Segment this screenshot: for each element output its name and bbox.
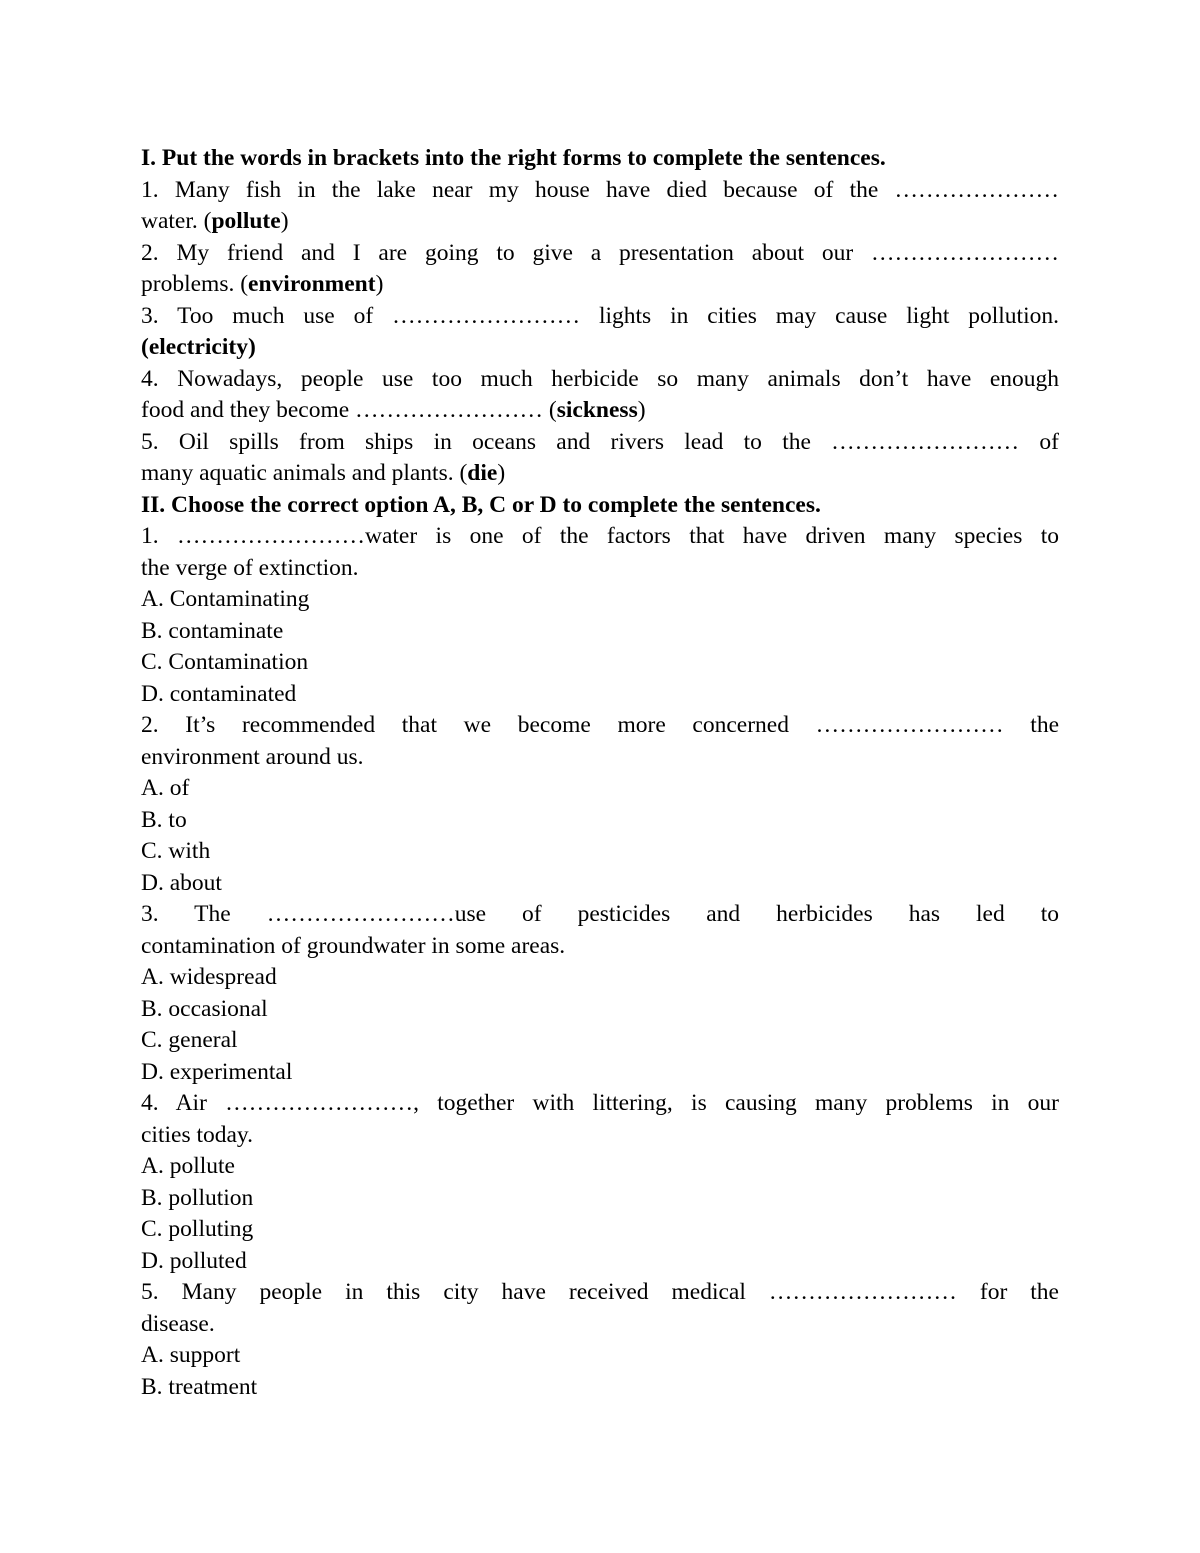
item-text: food and they become …………………… (	[141, 397, 557, 423]
item-text-line: 5. Oil spills from ships in oceans and rivers lead to the …………………… of	[141, 428, 1059, 455]
bracket-word: sickness	[556, 397, 638, 423]
section-2-question-4	[141, 1088, 1059, 1277]
answer-option: C. with	[141, 838, 211, 864]
section-2-question-1	[141, 521, 1059, 710]
item-text-line	[141, 332, 1059, 364]
question-text-line: the verge of extinction.	[141, 554, 359, 581]
answer-option: B. pollution	[141, 1184, 254, 1211]
item-text: water. (	[141, 208, 212, 234]
item-text-line: 2. My friend and I are going to give a presentation about our ……………………	[141, 239, 1059, 266]
item-text-line	[141, 395, 1059, 427]
answer-option: D. polluted	[141, 1247, 247, 1274]
question-text-line: 4. Air ……………………, together with littering, is causing many problems in our	[141, 1090, 1059, 1116]
item-text: )	[637, 397, 646, 423]
bracket-word: die	[467, 460, 498, 486]
answer-option: D. contaminated	[141, 680, 297, 707]
section-1-item-3	[141, 301, 1059, 364]
answer-option: A. pollute	[141, 1153, 235, 1179]
answer-option: A. Contaminating	[141, 586, 310, 612]
answer-option: A. widespread	[141, 964, 277, 990]
question-text-line: disease.	[141, 1310, 215, 1337]
question-text-line: contamination of groundwater in some areas.	[141, 932, 566, 959]
item-text: )	[247, 334, 256, 360]
section-1-item-2	[141, 238, 1059, 301]
question-text-line: 1. ……………………water is one of the factors that have driven many species to	[141, 523, 1059, 549]
section-1-item-1	[141, 175, 1059, 238]
answer-option: D. experimental	[141, 1058, 293, 1085]
item-text-line	[141, 458, 1059, 490]
section-2-question-5	[141, 1277, 1059, 1403]
answer-option: D. about	[141, 869, 222, 896]
answer-option: B. to	[141, 806, 187, 833]
question-text-line: 3. The ……………………use of pesticides and herbicides has led to	[141, 901, 1059, 927]
answer-option: A. of	[141, 775, 190, 801]
question-text-line: 5. Many people in this city have received medical …………………… for the	[141, 1279, 1059, 1305]
document-page	[141, 143, 1059, 1403]
answer-option: A. support	[141, 1342, 241, 1368]
section-2-heading: II. Choose the correct option A, B, C or D to complete the sentences.	[141, 491, 821, 518]
answer-option: C. general	[141, 1027, 238, 1053]
item-text-line	[141, 269, 1059, 301]
item-text: )	[280, 208, 289, 234]
question-text-line: 2. It’s recommended that we become more concerned …………………… the	[141, 712, 1059, 738]
section-1-heading: I. Put the words in brackets into the right forms to complete the sentences.	[141, 145, 886, 171]
item-text: problems. (	[141, 271, 249, 297]
question-text-line: environment around us.	[141, 743, 364, 770]
section-1-item-4	[141, 364, 1059, 427]
item-text-line: 4. Nowadays, people use too much herbicide so many animals don’t have enough	[141, 365, 1059, 392]
item-text-line: 1. Many fish in the lake near my house have died because of the …………………	[141, 176, 1059, 203]
section-1-item-5	[141, 427, 1059, 490]
answer-option: B. contaminate	[141, 617, 284, 644]
answer-option: B. treatment	[141, 1373, 258, 1400]
answer-option: C. Contamination	[141, 649, 309, 675]
bracket-word: electricity	[148, 334, 248, 360]
answer-option: B. occasional	[141, 995, 268, 1022]
question-text-line: cities today.	[141, 1121, 254, 1148]
answer-option: C. polluting	[141, 1216, 254, 1242]
item-text-line: 3. Too much use of …………………… lights in cities may cause light pollution.	[141, 302, 1059, 329]
item-text: (	[141, 334, 149, 360]
item-text-line	[141, 206, 1059, 238]
bracket-word: environment	[248, 271, 376, 297]
item-text: many aquatic animals and plants. (	[141, 460, 468, 486]
section-2-question-3	[141, 899, 1059, 1088]
item-text: )	[375, 271, 384, 297]
item-text: )	[497, 460, 506, 486]
bracket-word: pollute	[211, 208, 281, 234]
section-2-question-2	[141, 710, 1059, 899]
